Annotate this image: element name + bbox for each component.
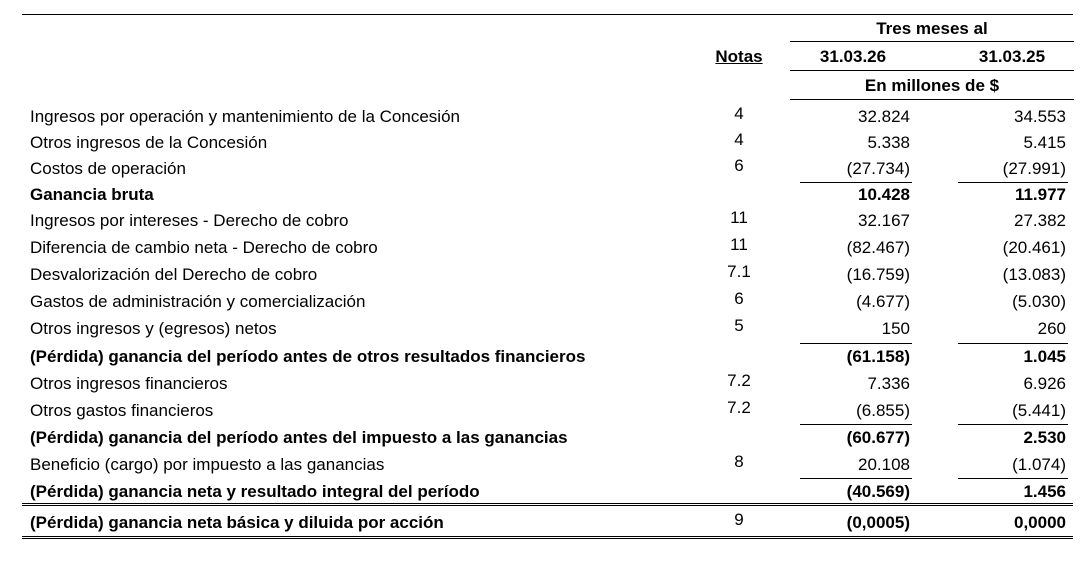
row-value-2025: 11.977 [1014,185,1066,204]
table-row [0,207,1087,233]
row-value-2026: 32.824 [858,107,910,126]
row-value-2025: 5.415 [1023,133,1066,152]
row-value-2025: 27.382 [1014,211,1066,230]
row-value-2025: (13.083) [1002,265,1066,284]
row-value-2026: (16.759) [846,265,910,284]
row-nota: 8 [734,452,744,471]
table-row [0,103,1087,129]
table-row [0,397,1087,423]
table-row [0,261,1087,287]
row-value-2026: (61.158) [846,347,910,366]
row-label: (Pérdida) ganancia neta básica y diluida por acción [30,513,444,532]
row-value-2026: 150 [881,319,910,338]
row-nota: 4 [734,130,744,149]
row-value-2026: (82.467) [846,238,910,257]
row-value-2025: 1.045 [1023,347,1066,366]
top-rule [22,14,1073,15]
unit-header-rule [790,99,1074,100]
row-nota: 11 [730,208,748,227]
row-label: (Pérdida) ganancia del período antes de otros resultados financieros [30,347,586,366]
row-value-2026: (4.677) [856,292,910,311]
row-nota: 9 [734,510,744,529]
table-row [0,155,1087,181]
row-label: Otros gastos financieros [30,401,214,420]
bottom-double-rule [22,536,1073,539]
row-value-2025: 34.553 [1014,107,1066,126]
row-label: Otros ingresos de la Concesión [30,133,268,152]
period-title: Tres meses al [876,19,988,38]
row-label: Costos de operación [30,159,186,178]
row-value-2025: (20.461) [1002,238,1066,257]
row-nota: 7.1 [727,262,751,281]
column-header-2026: 31.03.26 [819,47,887,66]
row-label: Ingresos por operación y mantenimiento de la Concesión [30,107,460,126]
row-label: Desvalorización del Derecho de cobro [30,265,318,284]
row-value-2026: (0,0005) [846,513,910,532]
row-value-2026: (60.677) [846,428,910,447]
column-header-2025: 31.03.25 [978,47,1046,66]
row-value-2026: 32.167 [858,211,910,230]
row-label: Ganancia bruta [30,185,154,204]
table-row [0,509,1087,535]
date-header-rule [790,70,1074,71]
row-value-2025: (1.074) [1012,455,1066,474]
row-label: (Pérdida) ganancia del período antes del impuesto a las ganancias [30,428,568,447]
row-nota: 7.2 [727,398,751,417]
row-value-2025: 0,0000 [1014,513,1066,532]
row-value-2025: (5.441) [1012,401,1066,420]
row-value-2025: (27.991) [1002,159,1066,178]
table-row [0,315,1087,341]
row-value-2026: 20.108 [858,455,910,474]
row-nota: 11 [730,235,748,254]
table-row [0,424,1087,450]
table-row [0,181,1087,207]
row-label: (Pérdida) ganancia neta y resultado integral del período [30,482,480,501]
row-value-2025: 1.456 [1023,482,1066,501]
row-value-2026: 10.428 [858,185,910,204]
row-label: Otros ingresos y (egresos) netos [30,319,277,338]
table-row [0,451,1087,477]
period-title-rule [790,41,1074,42]
table-row [0,234,1087,260]
row-nota: 6 [734,156,744,175]
unit-header: En millones de $ [864,76,1000,95]
row-value-2025: 2.530 [1023,428,1066,447]
row-value-2025: 260 [1037,319,1066,338]
table-row [0,129,1087,155]
table-row [0,370,1087,396]
row-value-2025: 6.926 [1023,374,1066,393]
notas-header: Notas [715,47,763,66]
row-value-2026: 7.336 [867,374,910,393]
row-nota: 6 [734,289,744,308]
row-value-2026: (27.734) [846,159,910,178]
table-row [0,343,1087,369]
row-nota: 5 [734,316,744,335]
row-value-2026: (40.569) [846,482,910,501]
row-label: Ingresos por intereses - Derecho de cobro [30,211,349,230]
row-label: Diferencia de cambio neta - Derecho de cobro [30,238,378,257]
row-value-2025: (5.030) [1012,292,1066,311]
row-label: Beneficio (cargo) por impuesto a las ganancias [30,455,385,474]
row-label: Gastos de administración y comercialización [30,292,366,311]
row-value-2026: (6.855) [856,401,910,420]
row-label: Otros ingresos financieros [30,374,228,393]
row-nota: 7.2 [727,371,751,390]
table-row [0,478,1087,504]
total-double-rule [22,503,1073,506]
row-value-2026: 5.338 [867,133,910,152]
row-nota: 4 [734,104,744,123]
table-row [0,288,1087,314]
